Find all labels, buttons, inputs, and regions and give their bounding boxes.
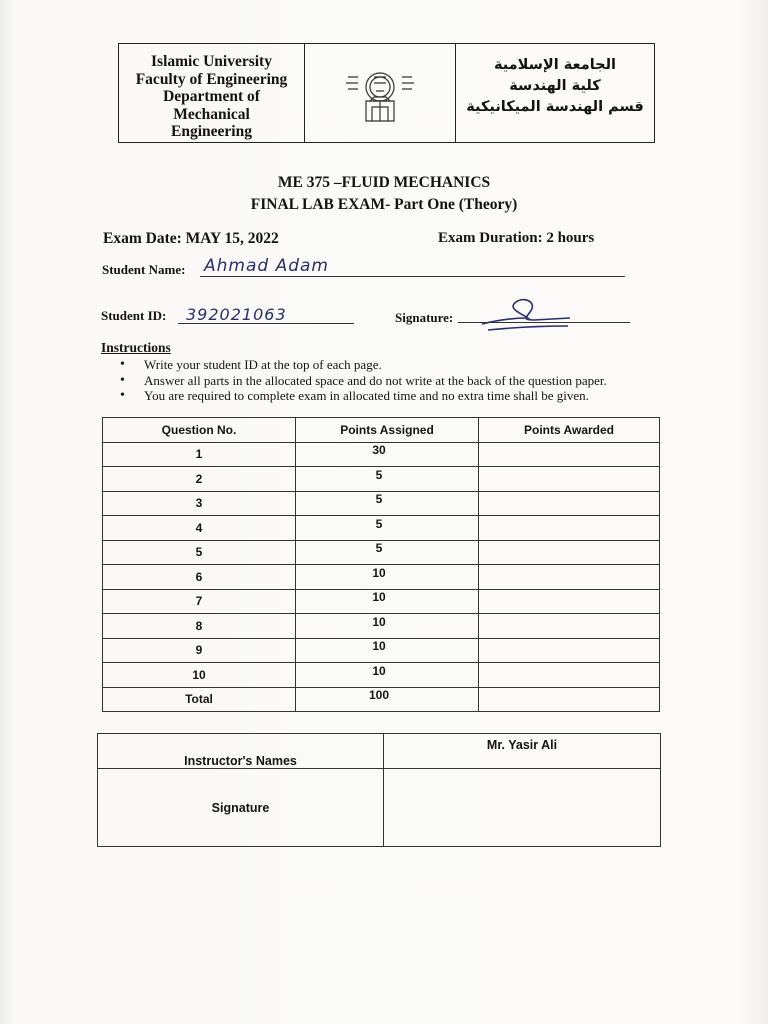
points-awarded[interactable] — [479, 565, 660, 590]
instructions-list — [104, 357, 607, 404]
header-english-line: Department of — [163, 88, 260, 105]
column-header: Points Assigned — [296, 418, 479, 443]
table-row — [103, 565, 660, 590]
points-awarded[interactable] — [479, 442, 660, 467]
student-id-label: Student ID: — [101, 308, 167, 323]
header-english — [119, 44, 305, 142]
points-awarded[interactable] — [479, 663, 660, 688]
instructions-title: Instructions — [101, 340, 171, 355]
points-assigned: 10 — [296, 614, 479, 639]
points-awarded[interactable] — [479, 687, 660, 712]
university-header — [118, 43, 655, 143]
table-total-row — [103, 687, 660, 712]
question-number: 5 — [103, 540, 296, 565]
header-arabic-line: كلية الهندسة — [509, 78, 601, 94]
exam-duration: Exam Duration: 2 hours — [438, 230, 595, 246]
instruction-item: • Write your student ID at the top of each page. — [104, 357, 607, 373]
question-number: 10 — [103, 663, 296, 688]
table-row — [103, 614, 660, 639]
instructor-table — [97, 733, 661, 847]
instructor-signature-value[interactable] — [384, 769, 661, 847]
table-row — [103, 589, 660, 614]
points-assigned: 5 — [296, 467, 479, 492]
points-awarded[interactable] — [479, 467, 660, 492]
question-number: 9 — [103, 638, 296, 663]
table-header-row — [103, 418, 660, 443]
header-english-line: Mechanical — [173, 105, 250, 123]
points-assigned: 5 — [296, 491, 479, 516]
header-arabic-line: الجامعة الإسلامية — [493, 57, 617, 73]
instruction-item: • You are required to complete exam in allocated time and no extra time shall be given. — [104, 388, 607, 404]
points-assigned: 10 — [296, 565, 479, 590]
table-row — [103, 638, 660, 663]
question-number: 2 — [103, 467, 296, 492]
points-awarded[interactable] — [479, 589, 660, 614]
points-assigned: 5 — [296, 540, 479, 565]
question-number: 1 — [103, 442, 296, 467]
question-number: Total — [103, 687, 296, 712]
instructor-names-label: Instructor's Names — [98, 734, 384, 769]
column-header: Question No. — [103, 418, 296, 443]
header-arabic-line: قسم الهندسة الميكانيكية — [466, 99, 644, 115]
instructor-signature-label: Signature — [98, 769, 384, 847]
handwritten-signature-icon — [478, 296, 578, 334]
university-seal-icon — [305, 44, 456, 142]
table-row — [98, 734, 661, 769]
points-assigned: 10 — [296, 663, 479, 688]
signature-label: Signature: — [395, 310, 454, 325]
question-number: 3 — [103, 491, 296, 516]
table-row — [98, 769, 661, 847]
points-assigned: 10 — [296, 589, 479, 614]
points-assigned: 5 — [296, 516, 479, 541]
student-name-label: Student Name: — [102, 262, 186, 277]
points-awarded[interactable] — [479, 516, 660, 541]
table-row — [103, 491, 660, 516]
instructor-names-value: Mr. Yasir Ali — [384, 734, 661, 769]
points-table — [102, 417, 660, 712]
question-number: 4 — [103, 516, 296, 541]
header-english-line: Engineering — [171, 123, 252, 140]
points-awarded[interactable] — [479, 638, 660, 663]
header-english-line: Faculty of Engineering — [135, 70, 288, 88]
table-row — [103, 442, 660, 467]
header-english-line: Islamic University — [151, 53, 272, 70]
student-name-value: Ahmad Adam — [204, 256, 329, 276]
table-row — [103, 467, 660, 492]
table-row — [103, 663, 660, 688]
table-row — [103, 516, 660, 541]
table-row — [103, 540, 660, 565]
question-number: 7 — [103, 589, 296, 614]
question-number: 8 — [103, 614, 296, 639]
points-awarded[interactable] — [479, 614, 660, 639]
instruction-item: • Answer all parts in the allocated space and do not write at the back of the question paper. — [104, 373, 607, 389]
points-assigned: 10 — [296, 638, 479, 663]
course-title: ME 375 –FLUID MECHANICS — [277, 174, 491, 191]
points-assigned: 100 — [296, 687, 479, 712]
student-id-value: 392021063 — [186, 305, 287, 324]
student-name-line[interactable] — [200, 276, 625, 277]
points-awarded[interactable] — [479, 491, 660, 516]
exam-subtitle: FINAL LAB EXAM- Part One (Theory) — [250, 196, 518, 213]
header-arabic — [456, 44, 654, 142]
points-awarded[interactable] — [479, 540, 660, 565]
question-number: 6 — [103, 565, 296, 590]
exam-date: Exam Date: MAY 15, 2022 — [103, 230, 279, 247]
points-assigned: 30 — [296, 442, 479, 467]
column-header: Points Awarded — [479, 418, 660, 443]
